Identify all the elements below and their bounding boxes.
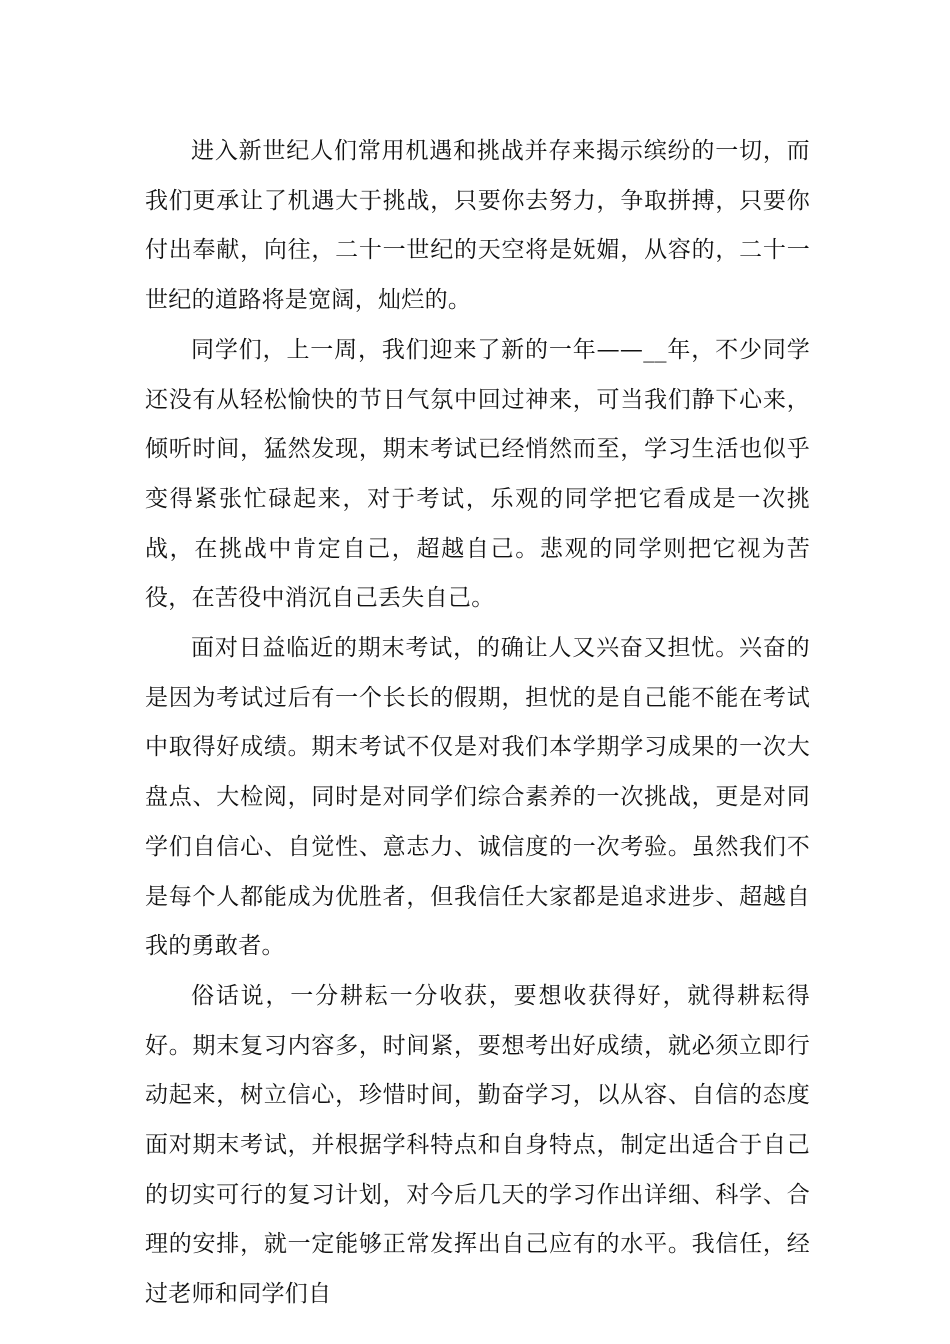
paragraph-2: 同学们，上一周，我们迎来了新的一年——__年，不少同学还没有从轻松愉快的节日气氛中回过神来，可当我们静下心来，倾听时间，猛然发现，期末考试已经悄然而至，学习生活也似乎变得紧张忙碌起来，对于考试，乐观的同学把它看成是一次挑战，在挑战中肯定自己，超越自己。悲观的同学则把它视为苦役，在苦役中消沉自己丢失自己。 [145,336,810,612]
paragraph-4: 俗话说，一分耕耘一分收获，要想收获得好，就得耕耘得好。期末复习内容多，时间紧，要想考出好成绩，就必须立即行动起来，树立信心，珍惜时间，勤奋学习，以从容、自信的态度面对期末考试，并根据学科特点和自身特点，制定出适合于自己的切实可行的复习计划，对今后几天的学习作出详细、科学、合理的安排，就一定能够正常发挥出自己应有的水平。我信任，经过老师和同学们自 [145,982,810,1308]
paragraph-1: 进入新世纪人们常用机遇和挑战并存来揭示缤纷的一切，而我们更承让了机遇大于挑战，只要你去努力，争取拼搏，只要你付出奉献，向往，二十一世纪的天空将是妩媚，从容的，二十一世纪的道路将是宽阔，灿烂的。 [145,138,810,314]
document-body [145,127,810,1320]
paragraph-3: 面对日益临近的期末考试，的确让人又兴奋又担忧。兴奋的是因为考试过后有一个长长的假期，担忧的是自己能不能在考试中取得好成绩。期末考试不仅是对我们本学期学习成果的一次大盘点、大检阅，同时是对同学们综合素养的一次挑战，更是对同学们自信心、自觉性、意志力、诚信度的一次考验。虽然我们不是每个人都能成为优胜者，但我信任大家都是追求进步、超越自我的勇敢者。 [145,635,810,960]
